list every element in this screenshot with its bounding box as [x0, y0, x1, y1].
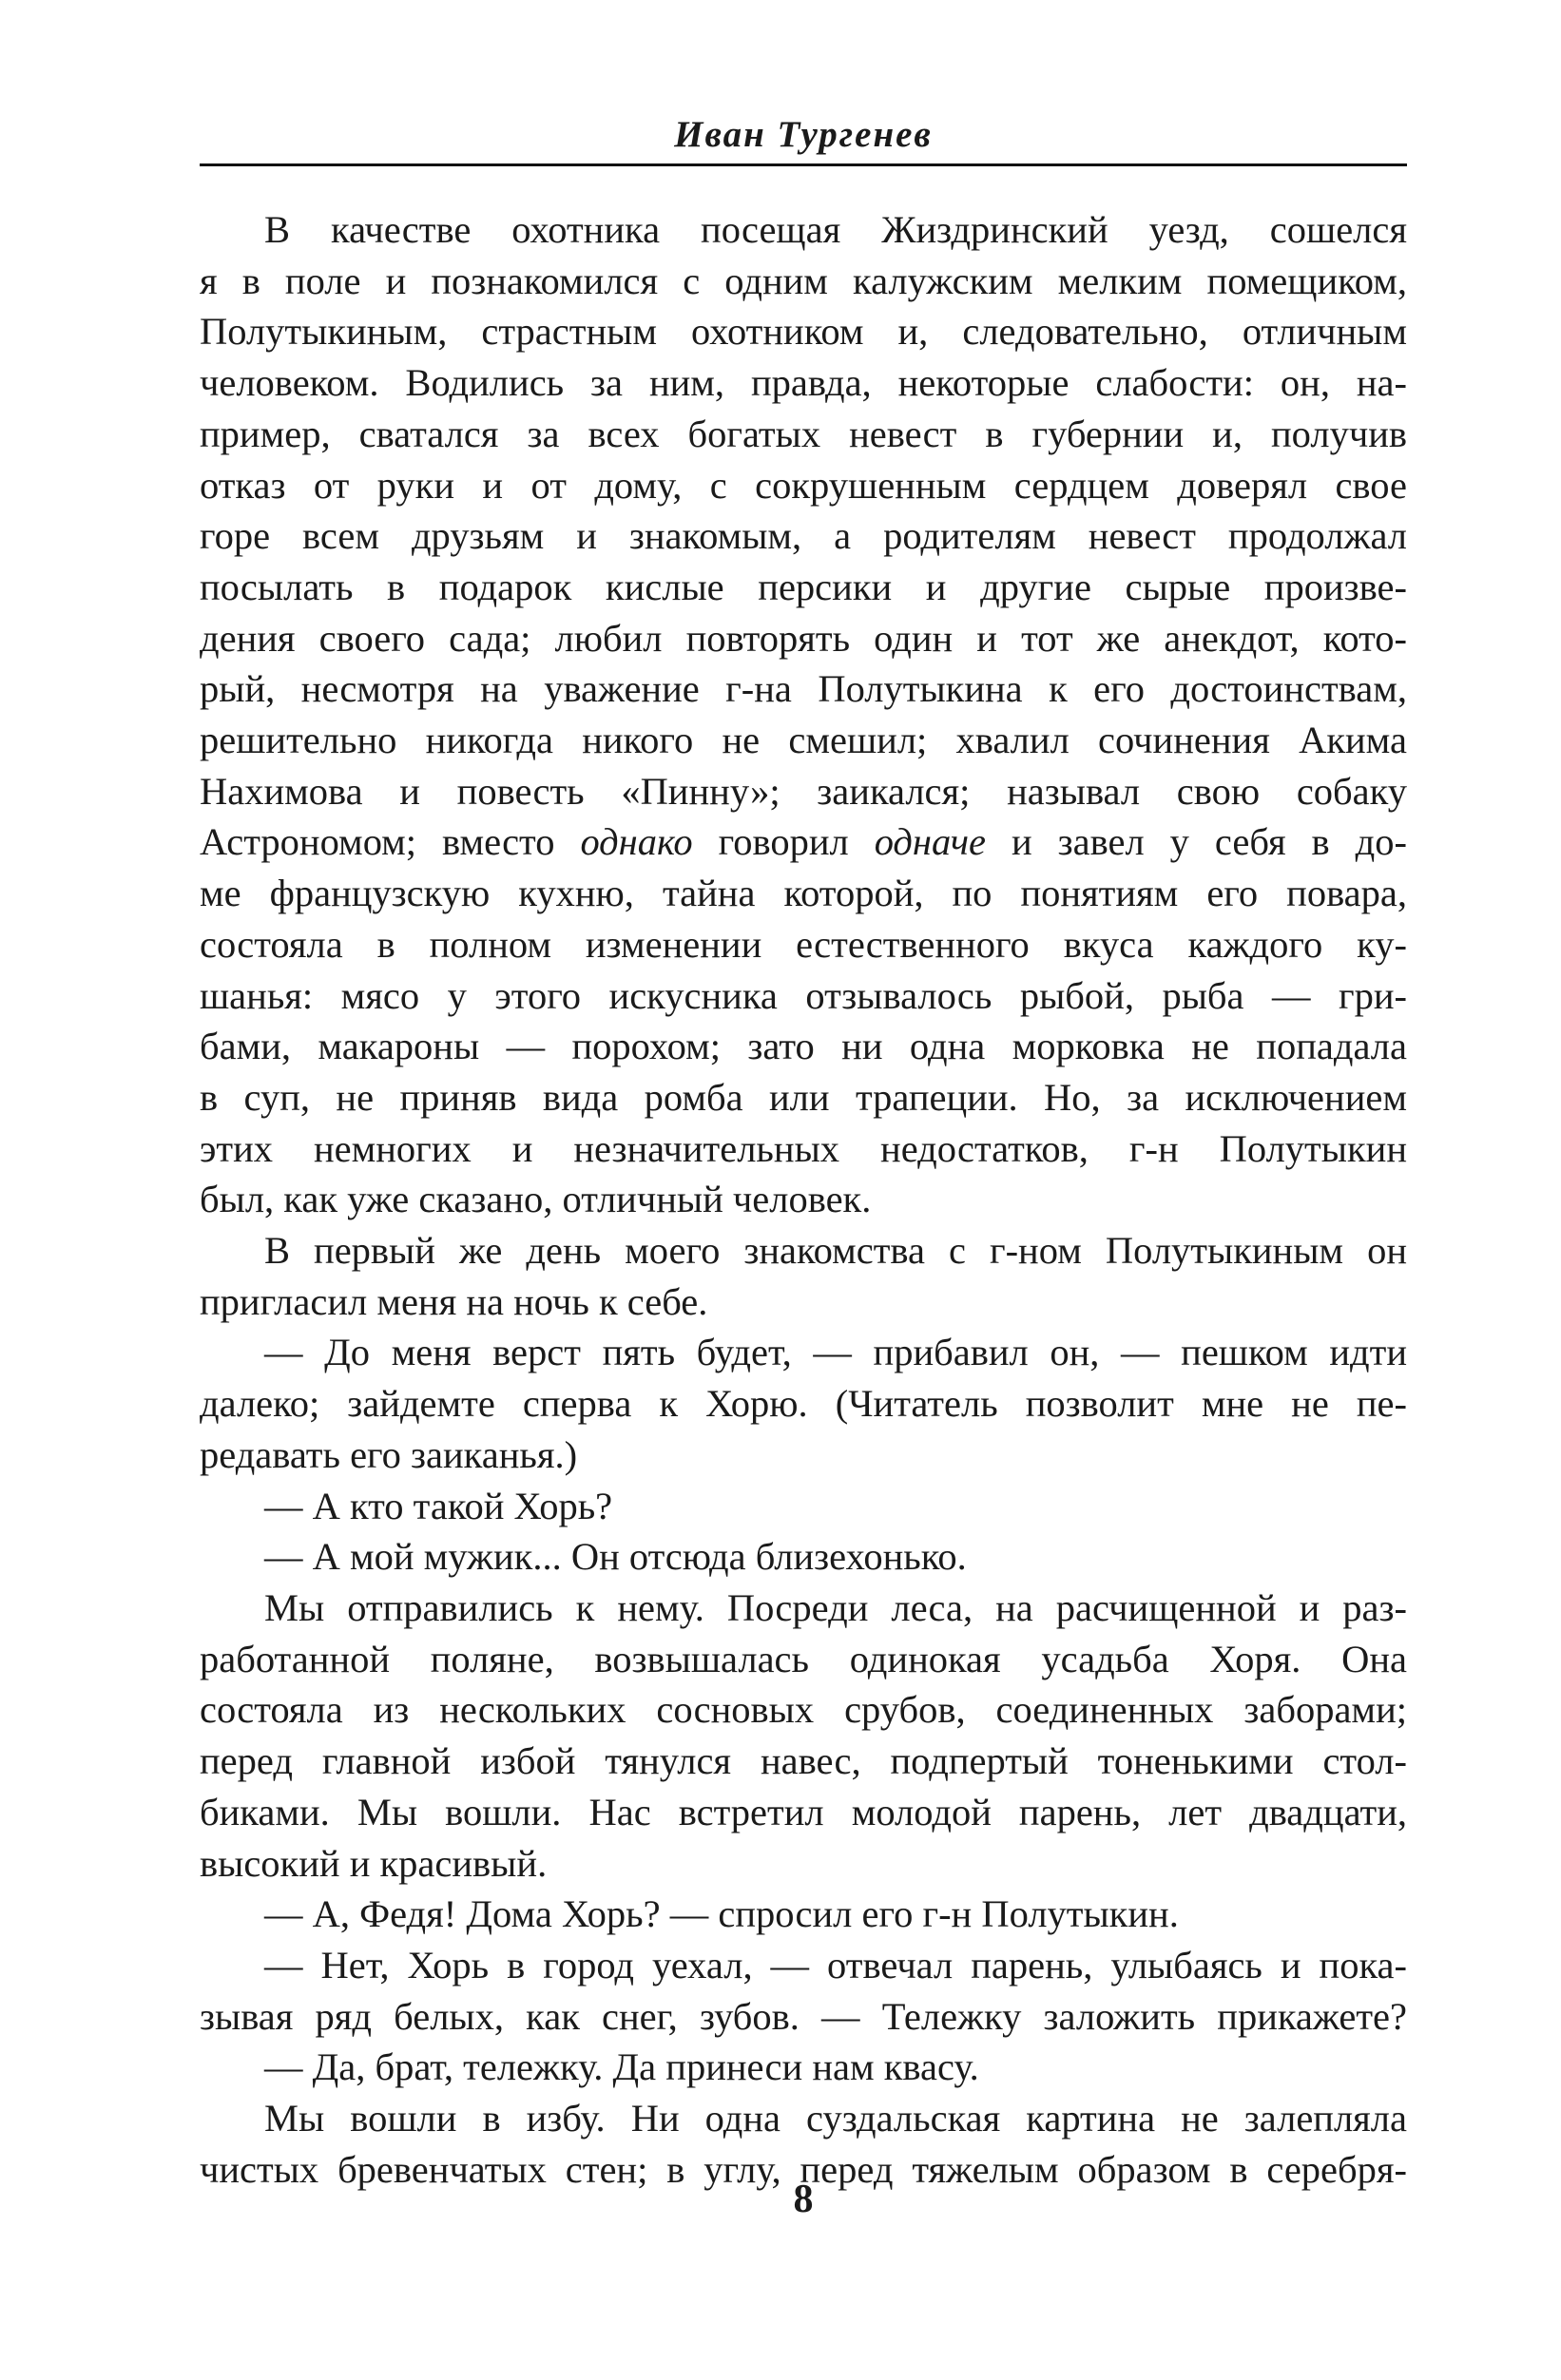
page-number: 8 [793, 2178, 814, 2221]
text-line: горе всем друзьям и знакомым, а родителям невест продолжал [200, 514, 1407, 558]
running-head-author: Иван Тургенев [674, 114, 933, 155]
text-line: — Нет, Хорь в город уехал, — отвечал парень, улыбаясь и пока- [264, 1943, 1407, 1987]
text-line: ме французскую кухню, тайна которой, по понятиям его повара, [200, 872, 1407, 915]
text-line: работанной поляне, возвышалась одинокая усадьба Хоря. Она [200, 1637, 1407, 1680]
text-line: зывая ряд белых, как снег, зубов. — Тележку заложить прикажете? [200, 1994, 1407, 2038]
text-line: рый, несмотря на уважение г-на Полутыкина к его достоинствам, [200, 667, 1407, 711]
text-line: Мы вошли в избу. Ни одна суздальская картина не залепляла [264, 2097, 1407, 2140]
text-line: Нахимова и повесть «Пинну»; заикался; называл свою собаку [200, 769, 1407, 813]
text-line: — А кто такой Хорь? [264, 1484, 613, 1527]
text-line: Астрономом; вместо однако говорил одначе и завел у себя в до- [200, 820, 1407, 864]
text-line: дения своего сада; любил повторять один и тот же анекдот, кото- [200, 616, 1407, 660]
text-line: я в поле и познакомился с одним калужским мелким помещиком, [200, 259, 1407, 302]
text-line: был, как уже сказано, отличный человек. [200, 1178, 872, 1221]
text-line: редавать его заиканья.) [200, 1432, 578, 1476]
text-line: пример, сватался за всех богатых невест в губернии и, получив [200, 412, 1407, 455]
text-line: посылать в подарок кислые персики и другие сырые произве- [200, 565, 1407, 608]
text-line: — До меня верст пять будет, — прибавил он, — пешком идти [264, 1331, 1407, 1374]
text-line: В первый же день моего знакомства с г-ном Полутыкиным он [264, 1229, 1407, 1273]
text-line: этих немногих и незначительных недостатков, г-н Полутыкин [200, 1126, 1407, 1170]
text-line: биками. Мы вошли. Нас встретил молодой парень, лет двадцати, [200, 1790, 1407, 1833]
text-line: шанья: мясо у этого искусника отзывалось рыбой, рыба — гри- [200, 973, 1407, 1017]
text-line: — А мой мужик... Он отсюда близехонько. [264, 1535, 967, 1579]
text-line: перед главной избой тянулся навес, подпертый тоненькими стол- [200, 1739, 1407, 1783]
body-text [200, 204, 1407, 2195]
text-line: — Да, брат, тележку. Да принеси нам квасу. [264, 2045, 979, 2089]
text-line: в суп, не приняв вида ромба или трапеции. Но, за исключением [200, 1075, 1407, 1119]
text-line: отказ от руки и от дому, с сокрушенным сердцем доверял свое [200, 463, 1407, 507]
header-rule [200, 163, 1407, 166]
text-line: В качестве охотника посещая Жиздринский уезд, сошелся [264, 208, 1407, 251]
text-line: состояла из нескольких сосновых срубов, соединенных заборами; [200, 1688, 1407, 1732]
text-line: Полутыкиным, страстным охотником и, следовательно, отличным [200, 310, 1407, 354]
text-line: высокий и красивый. [200, 1841, 548, 1885]
text-line: Мы отправились к нему. Посреди леса, на расчищенной и раз- [264, 1585, 1407, 1629]
text-line: пригласил меня на ночь к себе. [200, 1279, 708, 1323]
text-line: решительно никогда никого не смешил; хвалил сочинения Акима [200, 719, 1407, 762]
text-line: далеко; зайдемте сперва к Хорю. (Читатель позволит мне не пе- [200, 1382, 1407, 1426]
text-line: — А, Федя! Дома Хорь? — спросил его г-н Полутыкин. [264, 1892, 1179, 1936]
text-line: чистых бревенчатых стен; в углу, перед тяжелым образом в серебря- [200, 2147, 1407, 2191]
text-line: человеком. Водились за ним, правда, некоторые слабости: он, на- [200, 361, 1407, 405]
text-line: бами, макароны — порохом; зато ни одна морковка не попадала [200, 1025, 1407, 1068]
text-line: состояла в полном изменении естественного вкуса каждого ку- [200, 922, 1407, 966]
